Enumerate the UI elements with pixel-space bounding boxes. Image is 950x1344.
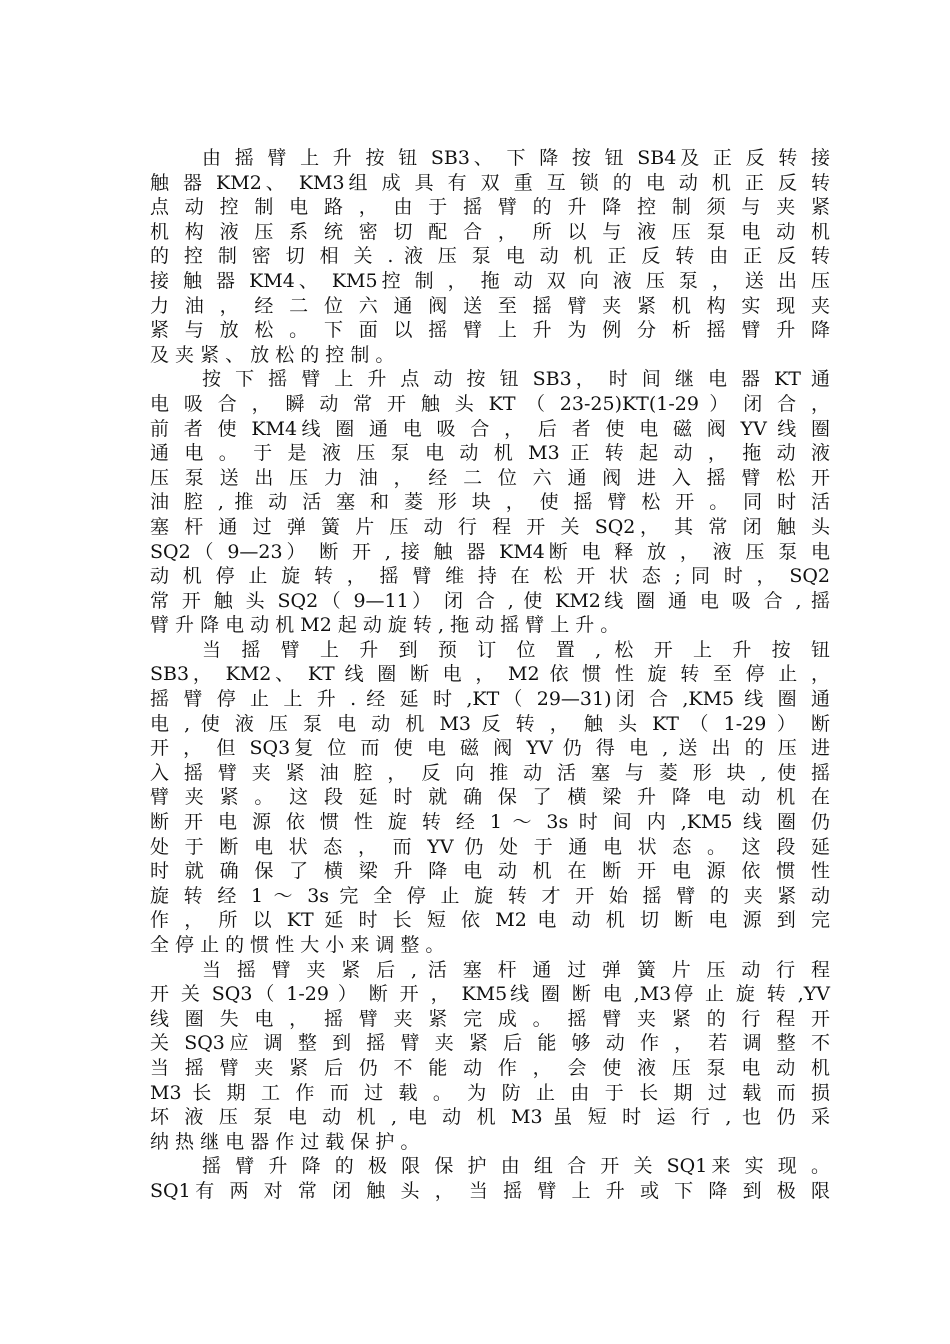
paragraph-line: 臂 夹 紧 。 这 段 延 时 就 确 保 了 横 梁 升 降 电 动 机 在 — [150, 786, 830, 809]
paragraph-line: 全 停 止 的 惯 性 大 小 来 调 整 。 — [150, 934, 445, 956]
paragraph-line: 点 动 控 制 电 路 ， 由 于 摇 臂 的 升 降 控 制 须 与 夹 紧 — [150, 196, 830, 219]
paragraph-line: SB3， KM2、 KT 线 圈 断 电 ， M2 依 惯 性 旋 转 至 停 止 ， — [150, 663, 830, 686]
paragraph-line: SQ1有 两 对 常 闭 触 头 ， 当 摇 臂 上 升 或 下 降 到 极 限 — [150, 1179, 830, 1202]
paragraph-line: 及 夹 紧 、 放 松 的 控 制 。 — [150, 343, 395, 366]
paragraph-line: 纳 热 继 电 器 作 过 载 保 护 。 — [150, 1130, 420, 1153]
paragraph-line: M3 长 期 工 作 而 过 载 。 为 防 止 由 于 长 期 过 载 而 损 — [150, 1081, 830, 1104]
paragraph-line: 常 开 触 头 SQ2（ 9—11） 闭 合 , 使 KM2线 圈 通 电 吸 合 , 摇 — [150, 589, 830, 612]
paragraph-line: 旋 转 经 1 ～ 3s 完 全 停 止 旋 转 才 开 始 摇 臂 的 夹 紧 动 — [150, 884, 830, 907]
paragraph-line: 由 摇 臂 上 升 按 钮 SB3、 下 降 按 钮 SB4及 正 反 转 接 — [202, 147, 830, 169]
paragraph-line: SQ2（ 9—23） 断 开 , 接 触 器 KM4断 电 释 放 ， 液 压 泵 电 — [150, 540, 830, 563]
paragraph-line: 接 触 器 KM4、 KM5控 制 ， 拖 动 双 向 液 压 泵 ， 送 出 压 — [150, 269, 830, 292]
paragraph-line: 电 , 使 液 压 泵 电 动 机 M3 反 转 ， 触 头 KT （ 1-29 ） 断 — [150, 712, 830, 735]
paragraph-line: 的 控 制 密 切 相 关 . 液 压 泵 电 动 机 正 反 转 由 正 反 转 — [150, 245, 830, 268]
paragraph-line: 入 摇 臂 夹 紧 油 腔 ， 反 向 推 动 活 塞 与 菱 形 块 , 使 摇 — [150, 761, 830, 784]
paragraph-line: 断 开 电 源 依 惯 性 旋 转 经 1 ～ 3s 时 间 内 ,KM5 线 圈 仍 — [150, 811, 830, 834]
paragraph-line: 触 器 KM2、 KM3组 成 具 有 双 重 互 锁 的 电 动 机 正 反 转 — [150, 171, 830, 194]
paragraph-line: 开 关 SQ3（ 1-29 ） 断 开 ， KM5线 圈 断 电 ,M3停 止 旋 转 ,YV — [150, 983, 830, 1006]
paragraph-line: 塞 杆 通 过 弹 簧 片 压 动 行 程 开 关 SQ2， 其 常 闭 触 头 — [150, 515, 830, 538]
paragraph-line: 压 泵 送 出 压 力 油 ， 经 二 位 六 通 阀 进 入 摇 臂 松 开 — [150, 466, 830, 489]
paragraph-line: 动 机 停 止 旋 转 ， 摇 臂 维 持 在 松 开 状 态 ; 同 时 ， SQ2 — [150, 565, 830, 588]
paragraph-line: 油 腔 , 推 动 活 塞 和 菱 形 块 ， 使 摇 臂 松 开 。 同 时 活 — [150, 491, 830, 514]
paragraph-line: 摇 臂 停 止 上 升 . 经 延 时 ,KT（ 29—31)闭 合 ,KM5 线 圈 通 — [150, 688, 830, 711]
paragraph-line: 臂 升 降 电 动 机 M2 起 动 旋 转 , 拖 动 摇 臂 上 升 。 — [150, 614, 620, 637]
paragraph-line: 通 电 。 于 是 液 压 泵 电 动 机 M3 正 转 起 动 ， 拖 动 液 — [150, 442, 830, 465]
paragraph-line: 按 下 摇 臂 上 升 点 动 按 钮 SB3， 时 间 继 电 器 KT 通 — [202, 368, 830, 391]
paragraph-line: 机 构 液 压 系 统 密 切 配 合 ， 所 以 与 液 压 泵 电 动 机 — [150, 220, 830, 243]
paragraph-line: 关 SQ3应 调 整 到 摇 臂 夹 紧 后 能 够 动 作 ， 若 调 整 不 — [150, 1032, 830, 1055]
paragraph-line: 紧 与 放 松 。 下 面 以 摇 臂 上 升 为 例 分 析 摇 臂 升 降 — [150, 319, 830, 342]
body-text — [150, 146, 830, 1204]
paragraph-line: 前 者 使 KM4线 圈 通 电 吸 合 ， 后 者 使 电 磁 阀 YV 线 圈 — [150, 417, 830, 440]
paragraph-line: 当 摇 臂 上 升 到 预 订 位 置 , 松 开 上 升 按 钮 — [202, 638, 830, 661]
paragraph-line: 当 摇 臂 夹 紧 后 仍 不 能 动 作 ， 会 使 液 压 泵 电 动 机 — [150, 1056, 830, 1079]
paragraph-line: 电 吸 合 ， 瞬 动 常 开 触 头 KT （ 23-25)KT(1-29 ） 闭 合 ， — [150, 392, 830, 415]
paragraph-line: 线 圈 失 电 ， 摇 臂 夹 紧 完 成 。 摇 臂 夹 紧 的 行 程 开 — [150, 1007, 830, 1030]
paragraph-line: 时 就 确 保 了 横 梁 升 降 电 动 机 在 断 开 电 源 依 惯 性 — [150, 860, 830, 883]
paragraph-line: 作 ， 所 以 KT 延 时 长 短 依 M2 电 动 机 切 断 电 源 到 完 — [150, 909, 830, 932]
paragraph-line: 开 ， 但 SQ3复 位 而 使 电 磁 阀 YV 仍 得 电 , 送 出 的 压 进 — [150, 737, 830, 760]
paragraph-line: 当 摇 臂 夹 紧 后 , 活 塞 杆 通 过 弹 簧 片 压 动 行 程 — [202, 958, 830, 981]
paragraph-line: 坏 液 压 泵 电 动 机 , 电 动 机 M3 虽 短 时 运 行 , 也 仍 采 — [150, 1106, 830, 1129]
paragraph-line: 力 油 ， 经 二 位 六 通 阀 送 至 摇 臂 夹 紧 机 构 实 现 夹 — [150, 294, 830, 317]
paragraph-line: 处 于 断 电 状 态 ， 而 YV 仍 处 于 通 电 状 态 。 这 段 延 — [150, 835, 830, 858]
paragraph-line: 摇 臂 升 降 的 极 限 保 护 由 组 合 开 关 SQ1来 实 现 。 — [202, 1155, 830, 1178]
